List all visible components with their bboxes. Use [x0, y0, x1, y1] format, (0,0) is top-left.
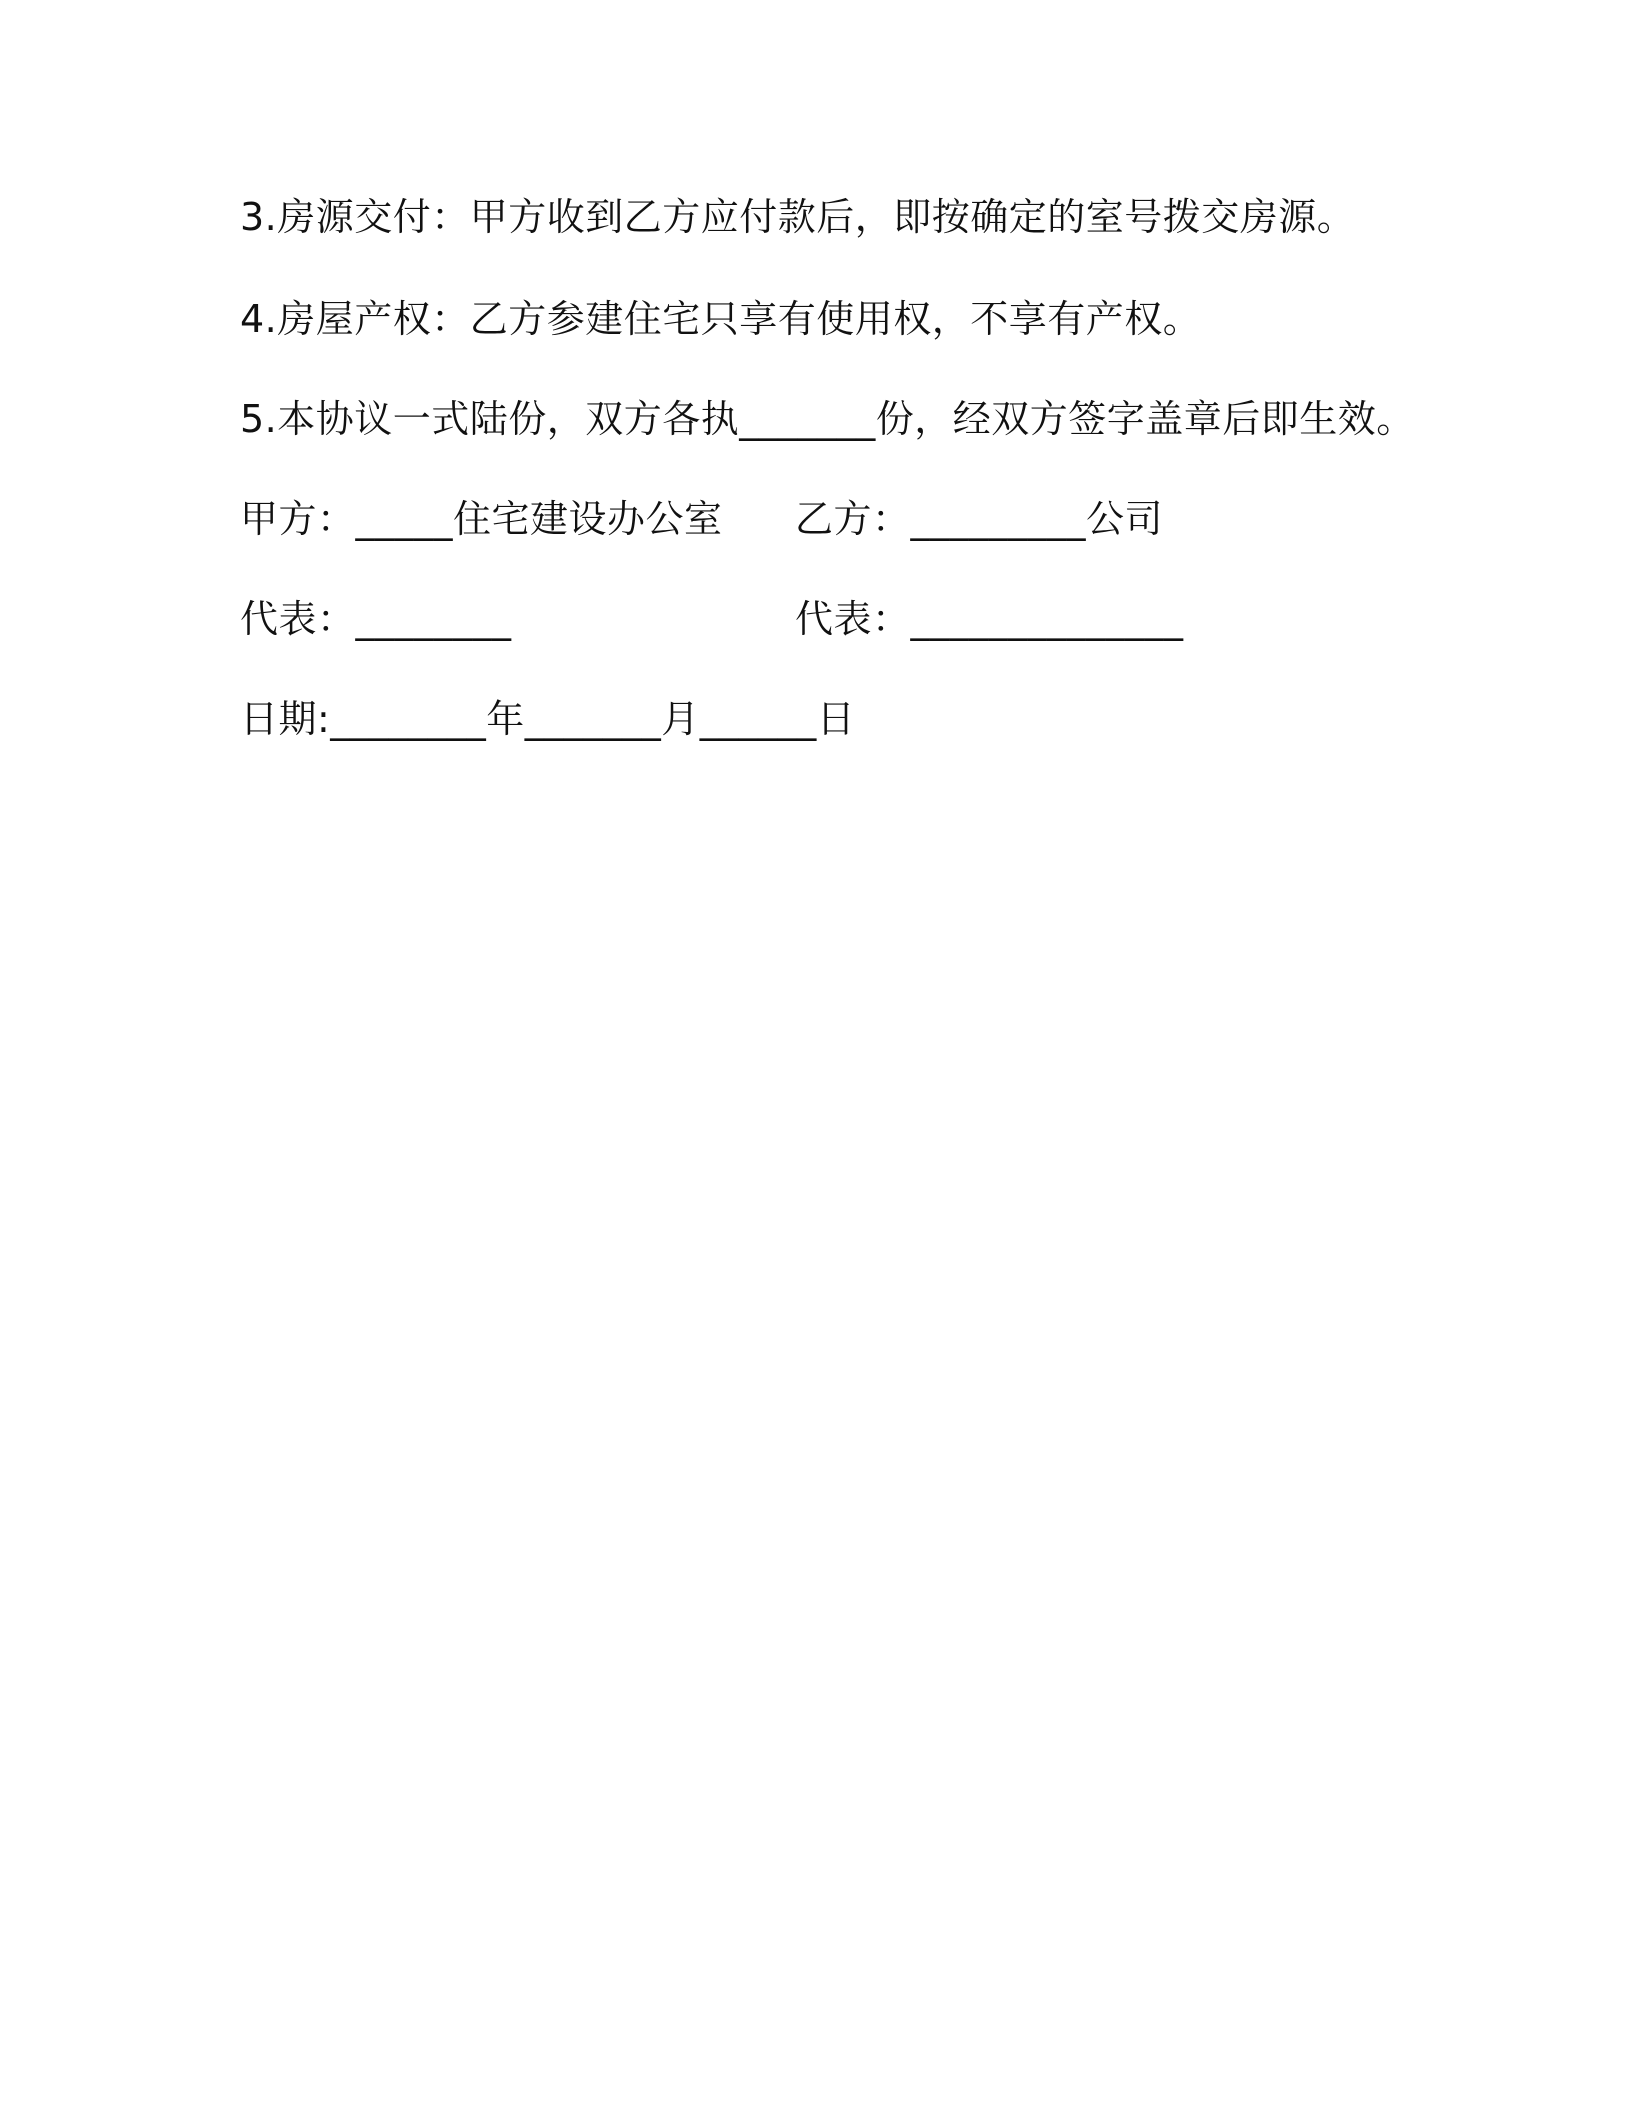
party-a-representative-line: 代表：________	[240, 597, 512, 641]
clause-5-effectiveness: 5.本协议一式陆份，双方各执_______份，经双方签字盖章后即生效。	[240, 397, 1415, 441]
party-b-signature-line: 乙方：_________公司	[795, 497, 1164, 541]
party-a-signature-line: 甲方：_____住宅建设办公室	[240, 497, 723, 541]
clause-3-housing-delivery: 3.房源交付：甲方收到乙方应付款后，即按确定的室号拨交房源。	[240, 195, 1356, 239]
party-b-representative-line: 代表：______________	[795, 597, 1184, 641]
clause-4-property-rights: 4.房屋产权：乙方参建住宅只享有使用权，不享有产权。	[240, 297, 1202, 341]
date-line: 日期:________年_______月______日	[240, 697, 856, 741]
